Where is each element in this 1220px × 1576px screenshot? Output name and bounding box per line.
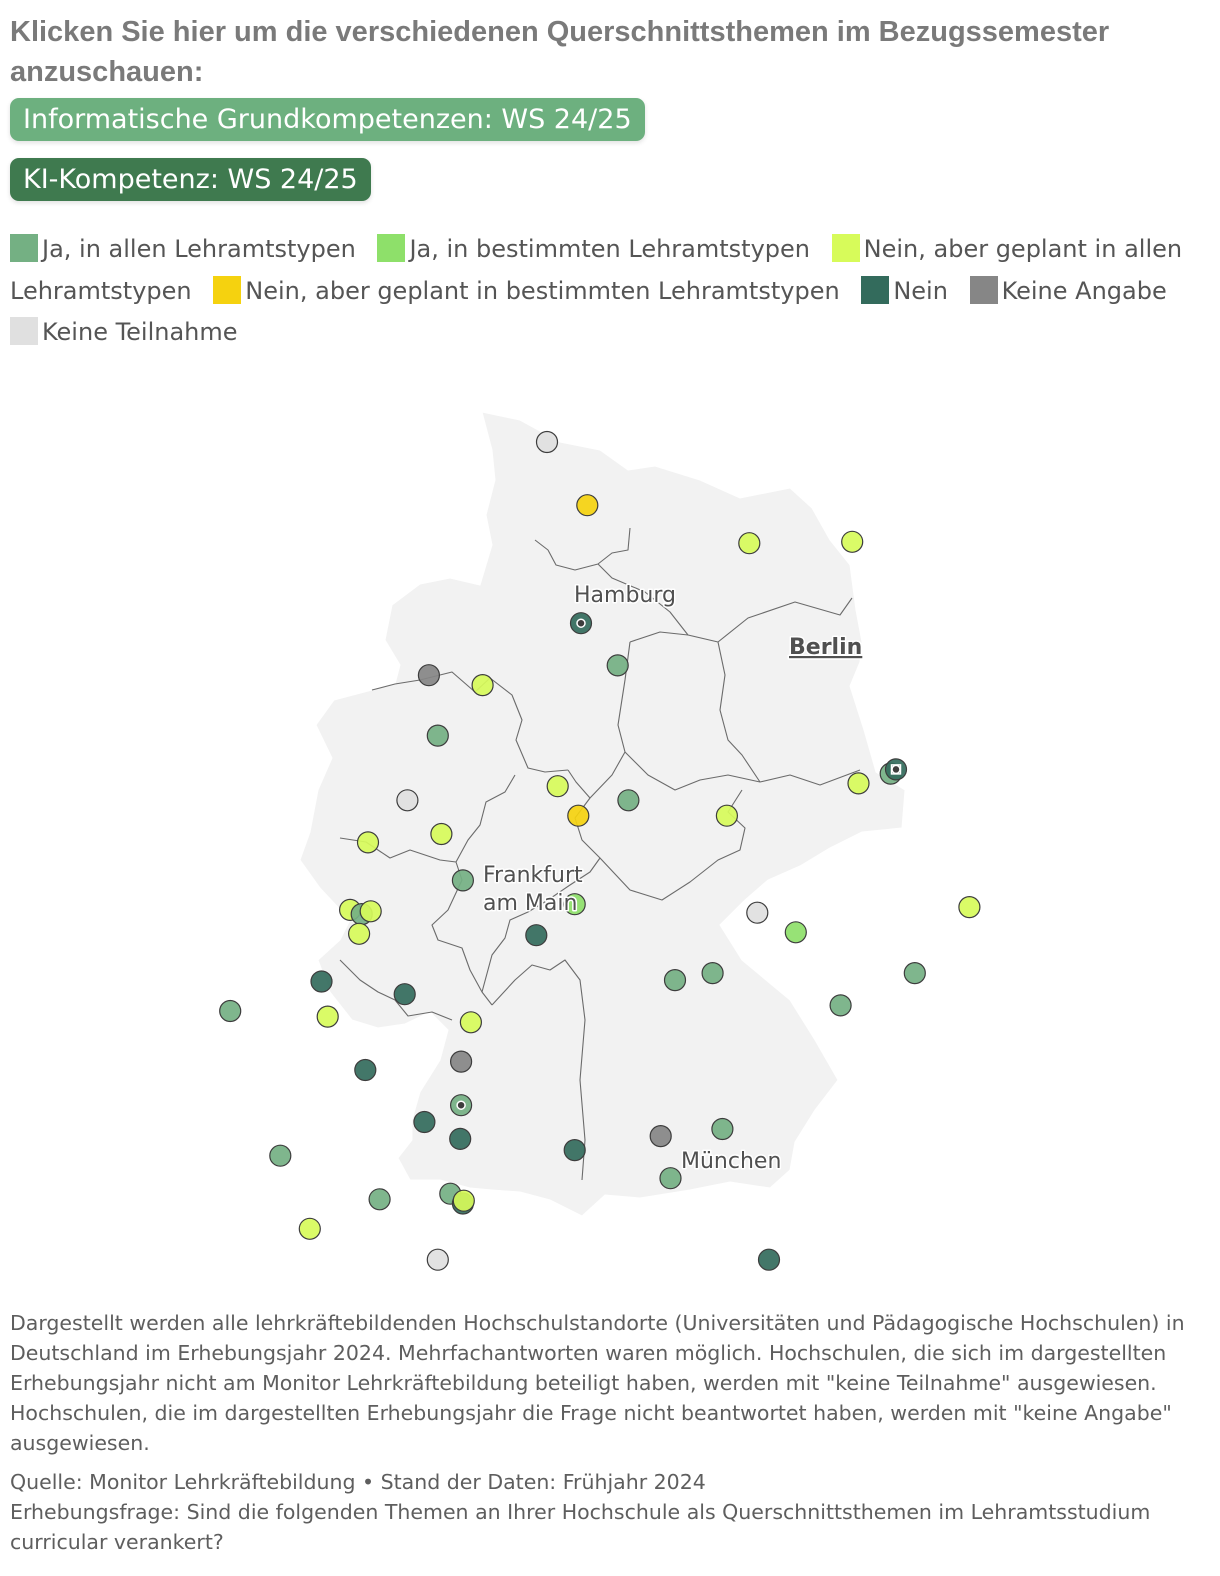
legend-item-keine-angabe[interactable] [970,277,1167,305]
university-marker[interactable] [568,805,589,826]
university-marker[interactable] [848,773,869,794]
legend-swatch [213,276,241,304]
footnote: Dargestellt werden alle lehrkräftebildenden Hochschulstandorte (Universitäten und Pädagogische Hochschulen) in Deutschland im Erhebungsjahr 2024. Mehrfachantworten waren möglich. Hochschulen, die sich im dargestellten Erhebungsjahr nicht am Monitor Lehrkräftebildung beteiligt haben, werden mit "keine Teilnahme" ausgewiesen. Hochschulen, die im dargestellten Erhebungsjahr die Frage nicht beantwortet haben, werden mit "keine Angabe" ausgewiesen. [10,1311,1185,1455]
university-marker[interactable] [360,901,381,922]
university-marker[interactable] [427,725,448,746]
germany-map[interactable] [0,380,1220,1280]
university-marker[interactable] [270,1145,291,1166]
university-marker[interactable] [358,832,379,853]
university-marker[interactable] [702,963,723,984]
university-marker[interactable] [665,970,686,991]
city-label-münchen: München [681,1149,782,1174]
city-label-berlin: Berlin [789,635,863,660]
university-marker[interactable] [414,1112,435,1133]
source-line: Quelle: Monitor Lehrkräftebildung • Stand der Daten: Frühjahr 2024 [10,1470,706,1494]
university-marker[interactable] [472,675,493,696]
legend-label: Keine Angabe [1001,276,1167,305]
state-shapes [300,412,905,1216]
university-marker[interactable] [299,1218,320,1239]
legend-swatch [861,276,889,304]
legend-item-ja-bestimmte[interactable] [377,235,810,263]
university-marker[interactable] [747,902,768,923]
university-marker[interactable] [427,1249,448,1270]
university-marker[interactable] [712,1119,733,1140]
page-heading: Klicken Sie hier um die verschiedenen Querschnittsthemen im Bezugssemester anzuschauen: [10,16,1110,88]
university-marker[interactable] [453,1190,474,1211]
university-marker[interactable] [394,984,415,1005]
university-marker[interactable] [785,922,806,943]
legend-item-keine-teilnahme[interactable] [10,318,238,346]
legend-label: Keine Teilnahme [42,318,238,346]
button-informatische-grundkompetenzen[interactable]: Informatische Grundkompetenzen: WS 24/25 [10,98,645,141]
university-marker[interactable] [311,971,332,992]
university-marker[interactable] [431,824,452,845]
university-marker[interactable] [842,531,863,552]
university-marker[interactable] [355,1060,376,1081]
button-ki-kompetenz[interactable]: KI-Kompetenz: WS 24/25 [10,158,371,201]
university-marker[interactable] [397,790,418,811]
university-marker[interactable] [460,1012,481,1033]
legend-swatch [970,276,998,304]
city-marker-dot [892,765,900,773]
legend-label: Ja, in allen Lehramtstypen [42,235,356,263]
legend-item-ja-alle[interactable] [10,235,356,263]
university-marker[interactable] [607,655,628,676]
university-marker[interactable] [577,495,598,516]
university-marker[interactable] [959,897,980,918]
university-marker[interactable] [739,533,760,554]
legend-swatch [377,234,405,262]
legend-label: Ja, in bestimmten Lehramtstypen [409,235,810,263]
map-legend [10,229,1200,354]
university-marker[interactable] [564,1140,585,1161]
university-marker[interactable] [618,790,639,811]
legend-swatch [832,234,860,262]
university-marker[interactable] [830,995,851,1016]
legend-item-geplant-bestimmte[interactable] [213,277,839,305]
question-line: Erhebungsfrage: Sind die folgenden Themen an Ihrer Hochschule als Querschnittsthemen im Lehramtsstudium curricular verankert? [10,1500,1151,1554]
legend-item-nein[interactable] [861,277,948,305]
legend-label: Nein [893,276,948,305]
university-marker[interactable] [526,925,547,946]
university-marker[interactable] [369,1189,390,1210]
university-marker[interactable] [537,432,558,453]
university-marker[interactable] [452,870,473,891]
city-label-hamburg: Hamburg [574,583,676,608]
country-shape [300,412,905,1216]
university-marker[interactable] [650,1126,671,1147]
city-label-frankfurt-am-main: Frankfurt am Main [483,863,583,916]
university-marker[interactable] [317,1006,338,1027]
university-marker[interactable] [451,1051,472,1072]
university-marker[interactable] [660,1168,681,1189]
legend-label: Nein, aber geplant in bestimmten Lehramtstypen [245,276,840,305]
university-marker[interactable] [418,665,439,686]
legend-label: Nein, aber geplant in allen Lehramtstypen [10,235,1183,305]
university-marker[interactable] [349,923,370,944]
source-block [10,1467,1205,1557]
city-marker-dot [577,619,585,627]
city-marker-dot [457,1101,465,1109]
university-marker[interactable] [450,1128,471,1149]
legend-swatch [10,234,38,262]
university-marker[interactable] [220,1001,241,1022]
university-marker[interactable] [547,776,568,797]
university-marker[interactable] [716,805,737,826]
university-marker[interactable] [904,963,925,984]
university-marker[interactable] [759,1249,780,1270]
legend-swatch [10,317,38,345]
